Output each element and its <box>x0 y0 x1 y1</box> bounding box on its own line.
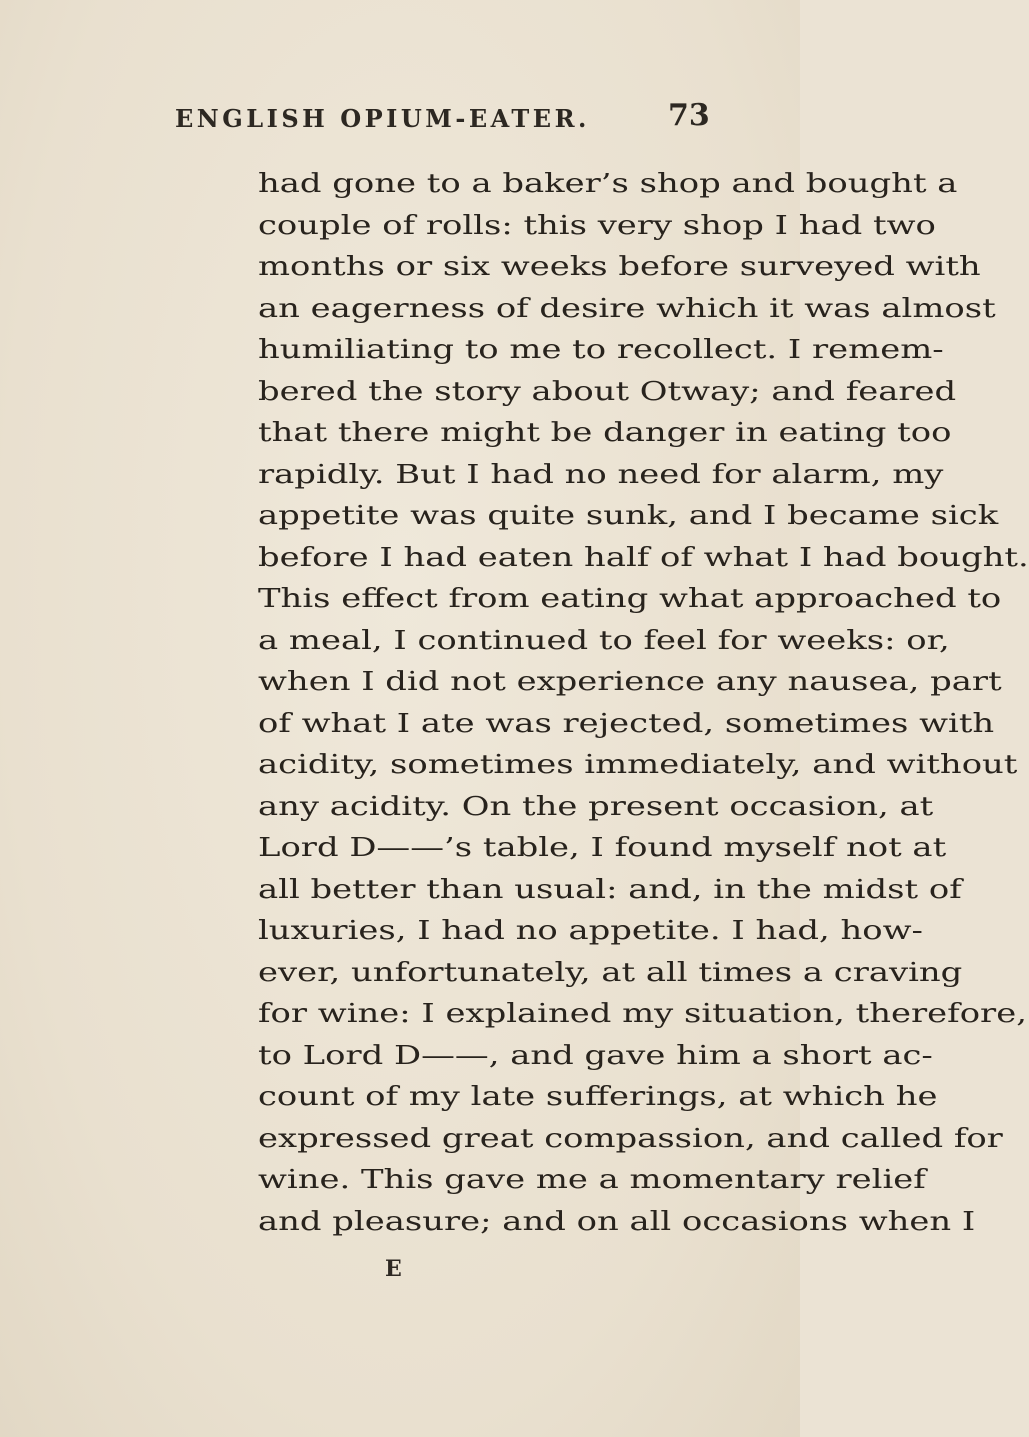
text-line: before I had eaten half of what I had bought. <box>258 542 1029 573</box>
text-line: luxuries, I had no appetite. I had, how- <box>258 916 923 946</box>
text-line: to Lord D——, and gave him a short ac- <box>258 1040 933 1071</box>
text-line: humiliating to me to recollect. I remem- <box>258 335 944 365</box>
text-line: an eagerness of desire which it was almost <box>258 293 996 324</box>
text-line: any acidity. On the present occasion, at <box>258 791 934 822</box>
text-line: rapidly. But I had no need for alarm, my <box>258 459 944 490</box>
text-line: when I did not experience any nausea, part <box>258 667 1002 697</box>
signature-mark: E <box>385 1256 402 1282</box>
page-number: 73 <box>668 98 710 133</box>
text-line: for wine: I explained my situation, therefore, <box>258 999 1027 1029</box>
text-line: ever, unfortunately, at all times a craving <box>258 957 963 988</box>
text-line: count of my late sufferings, at which he <box>258 1082 938 1112</box>
text-line: appetite was quite sunk, and I became sick <box>258 501 999 531</box>
text-line: couple of rolls: this very shop I had two <box>258 210 936 241</box>
text-line: acidity, sometimes immediately, and without <box>258 750 1018 780</box>
text-line: of what I ate was rejected, sometimes with <box>258 708 995 739</box>
text-line: Lord D——’s table, I found myself not at <box>258 833 947 863</box>
text-line: wine. This gave me a momentary relief <box>258 1165 926 1195</box>
running-head-title: ENGLISH OPIUM-EATER. <box>175 104 590 133</box>
text-line: a meal, I continued to feel for weeks: or, <box>258 625 950 656</box>
running-head <box>0 98 800 144</box>
text-line: bered the story about Otway; and feared <box>258 376 957 407</box>
text-line: This effect from eating what approached to <box>258 584 1002 614</box>
text-line: had gone to a baker’s shop and bought a <box>258 169 958 199</box>
text-line: months or six weeks before surveyed with <box>258 252 981 282</box>
text-line: that there might be danger in eating too <box>258 418 952 448</box>
text-line: all better than usual: and, in the midst of <box>258 874 962 905</box>
text-line: and pleasure; and on all occasions when I <box>258 1206 976 1237</box>
text-line: expressed great compassion, and called for <box>258 1123 1003 1154</box>
